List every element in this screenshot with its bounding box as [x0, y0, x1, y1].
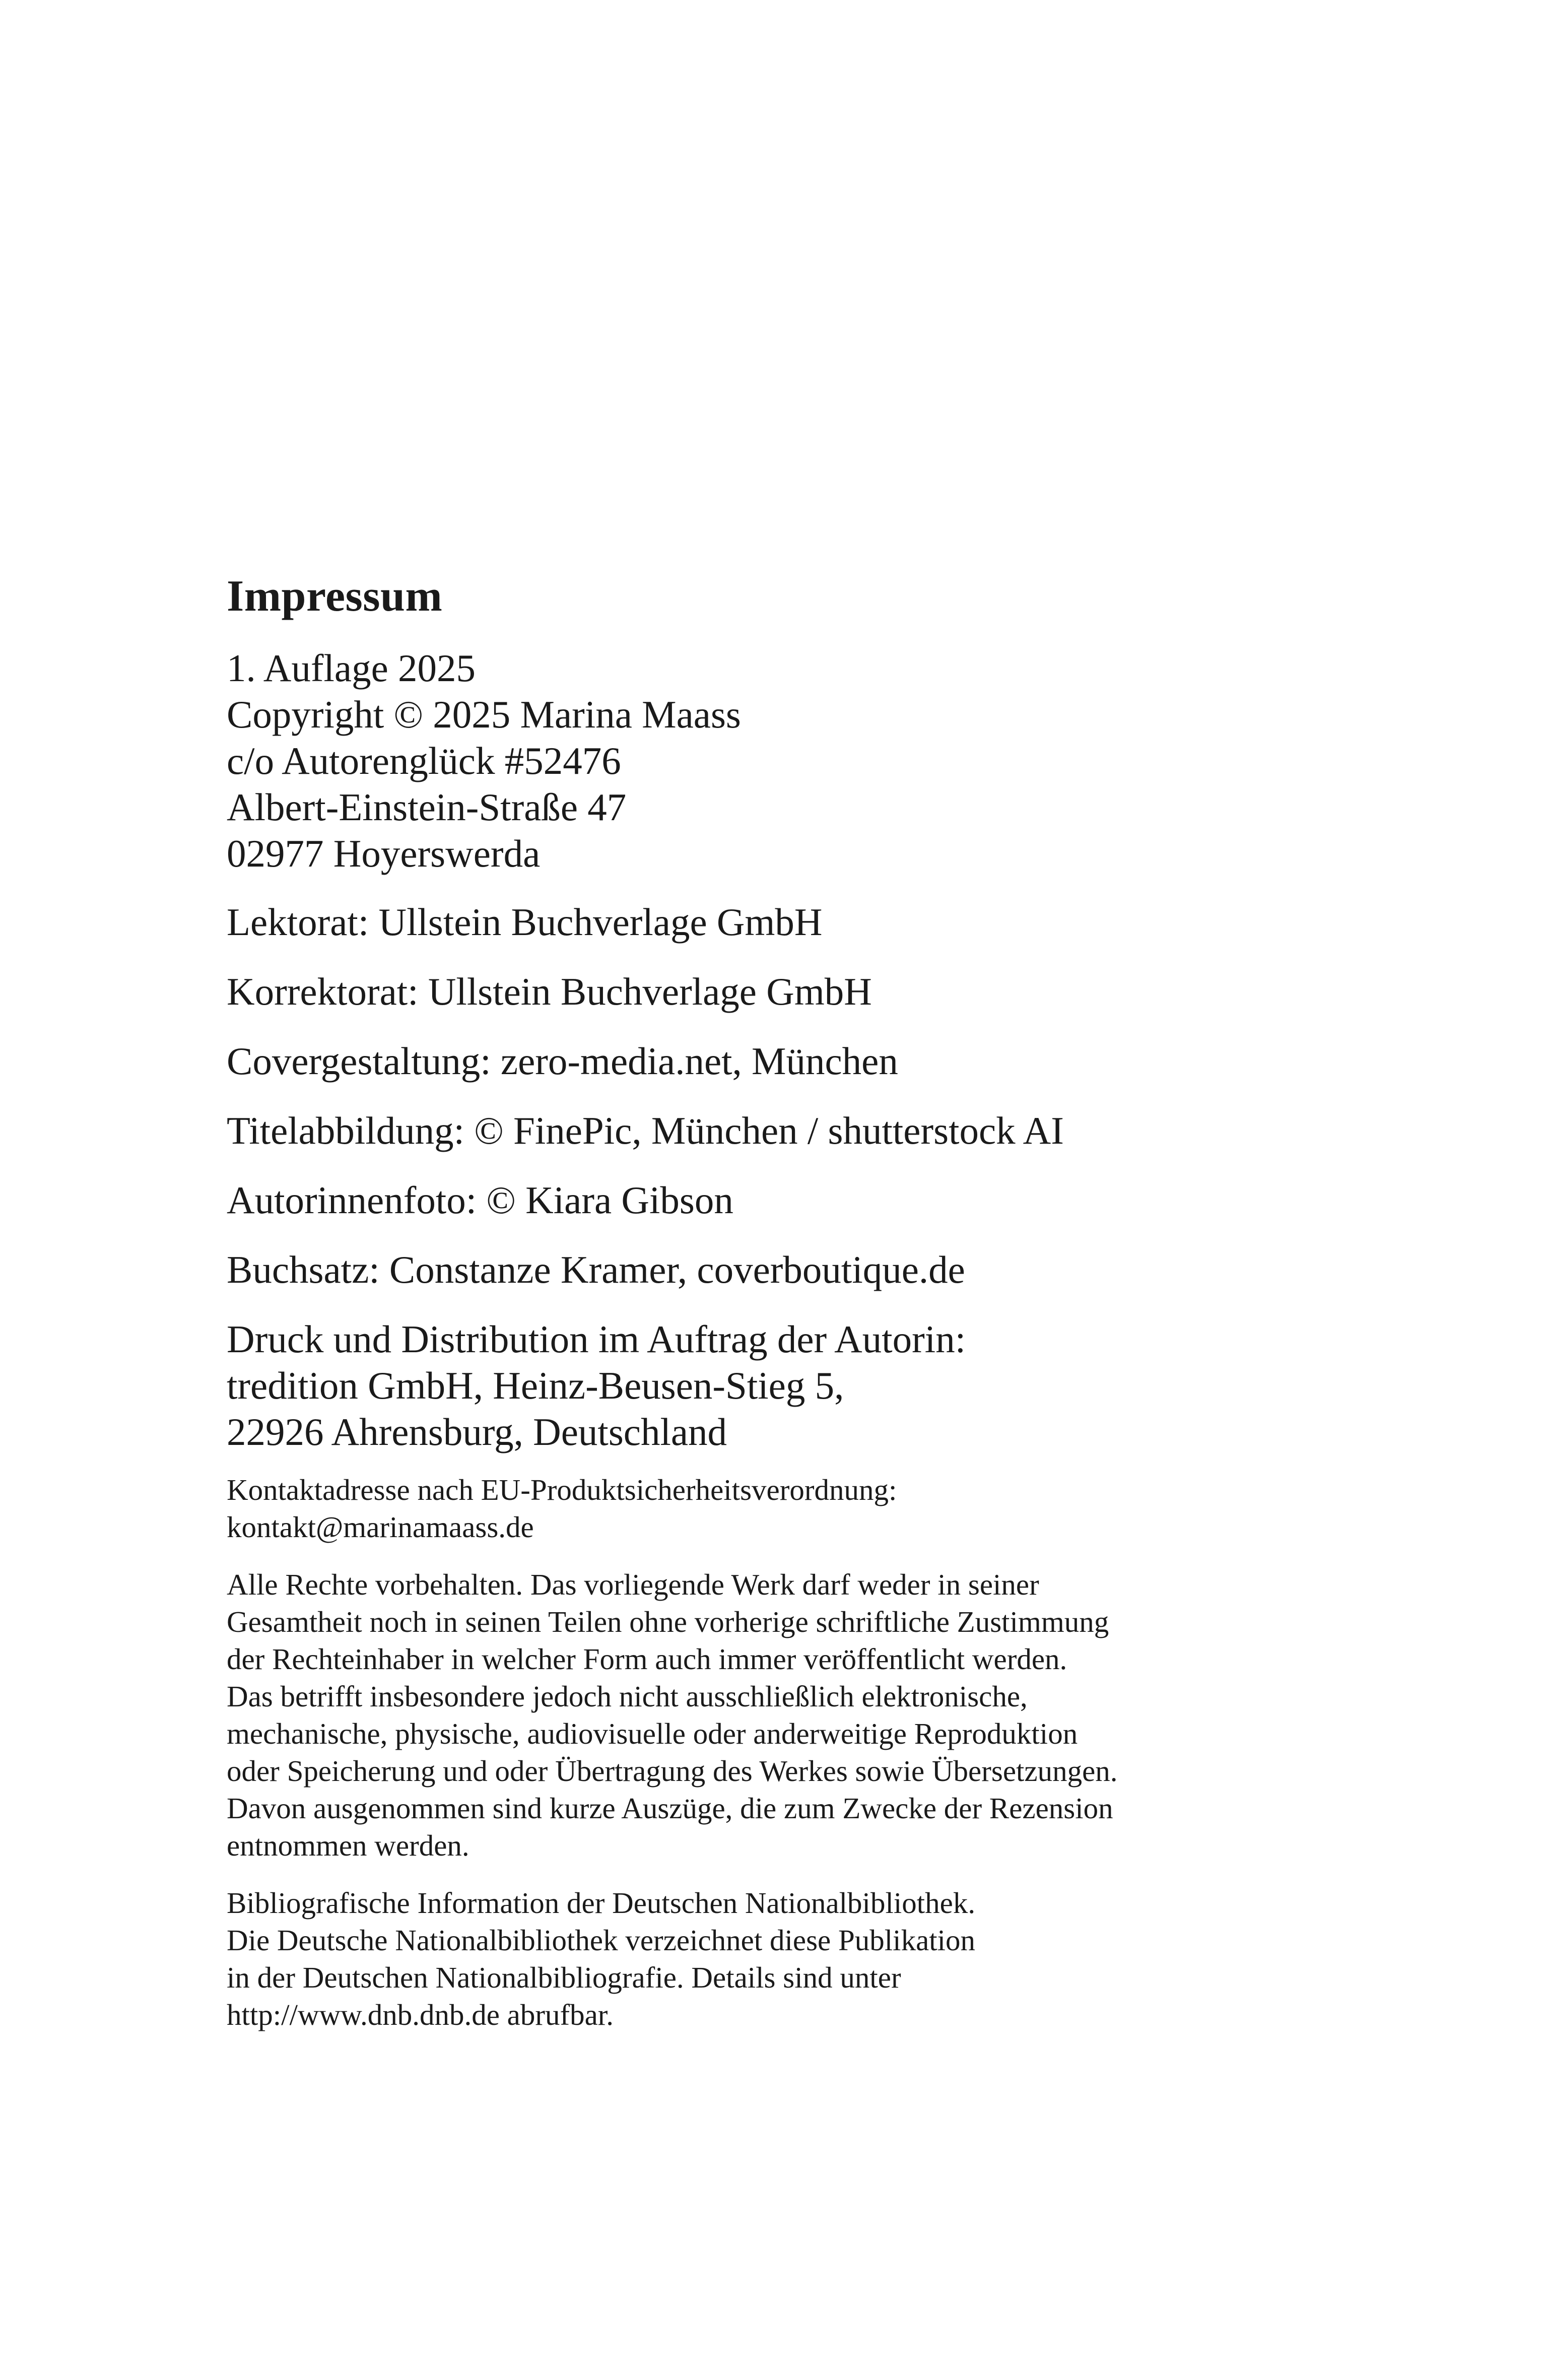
bibliography-line: Bibliografische Information der Deutschen Nationalbibliothek.	[227, 1886, 976, 1920]
contact-label: Kontaktadresse nach EU-Produktsicherheitsverordnung:	[227, 1473, 897, 1506]
copyright-line: Copyright © 2025 Marina Maass	[227, 693, 741, 736]
credit-author-photo: Autorinnenfoto: © Kiara Gibson	[227, 1178, 733, 1222]
city-line: 02977 Hoyerswerda	[227, 832, 541, 875]
rights-line: Alle Rechte vorbehalten. Das vorliegende Werk darf weder in seiner	[227, 1568, 1039, 1601]
rights-line: oder Speicherung und oder Übertragung des Werkes sowie Übersetzungen.	[227, 1754, 1118, 1788]
rights-line: Davon ausgenommen sind kurze Auszüge, die zum Zwecke der Rezension	[227, 1792, 1113, 1825]
impressum-block	[227, 574, 1335, 2033]
rights-line: der Rechteinhaber in welcher Form auch immer veröffentlicht werden.	[227, 1642, 1067, 1676]
edition-line: 1. Auflage 2025	[227, 646, 476, 690]
credit-cover-design: Covergestaltung: zero-media.net, München	[227, 1039, 898, 1083]
credit-proofreading: Korrektorat: Ullstein Buchverlage GmbH	[227, 970, 872, 1013]
credit-typesetting: Buchsatz: Constanze Kramer, coverboutique.de	[227, 1248, 965, 1291]
page-title: Impressum	[227, 572, 443, 621]
bibliography-line: in der Deutschen Nationalbibliografie. Details sind unter	[227, 1961, 901, 1994]
care-of-line: c/o Autorenglück #52476	[227, 739, 621, 782]
credit-editing: Lektorat: Ullstein Buchverlage GmbH	[227, 900, 823, 944]
contact-block	[227, 1471, 1335, 1546]
rights-notice	[227, 1566, 1335, 1864]
credit-title-image: Titelabbildung: © FinePic, München / shutterstock AI	[227, 1109, 1064, 1152]
distribution-line: Druck und Distribution im Auftrag der Autorin:	[227, 1317, 966, 1361]
bibliography-line: Die Deutsche Nationalbibliothek verzeichnet diese Publikation	[227, 1924, 976, 1957]
bibliography-url-line: http://www.dnb.dnb.de abrufbar.	[227, 1998, 614, 2031]
bibliography-notice	[227, 1884, 1335, 2033]
rights-line: entnommen werden.	[227, 1829, 469, 1862]
contact-email: kontakt@marinamaass.de	[227, 1510, 534, 1544]
distribution-line: 22926 Ahrensburg, Deutschland	[227, 1410, 727, 1453]
rights-line: mechanische, physische, audiovisuelle oder anderweitige Reproduktion	[227, 1717, 1078, 1750]
street-line: Albert-Einstein-Straße 47	[227, 785, 627, 829]
rights-line: Gesamtheit noch in seinen Teilen ohne vorherige schriftliche Zustimmung	[227, 1605, 1109, 1638]
distribution-line: tredition GmbH, Heinz-Beusen-Stieg 5,	[227, 1364, 844, 1407]
distribution-block	[227, 1316, 1335, 1455]
publisher-address	[227, 645, 1335, 877]
rights-line: Das betrifft insbesondere jedoch nicht ausschließlich elektronische,	[227, 1680, 1028, 1713]
